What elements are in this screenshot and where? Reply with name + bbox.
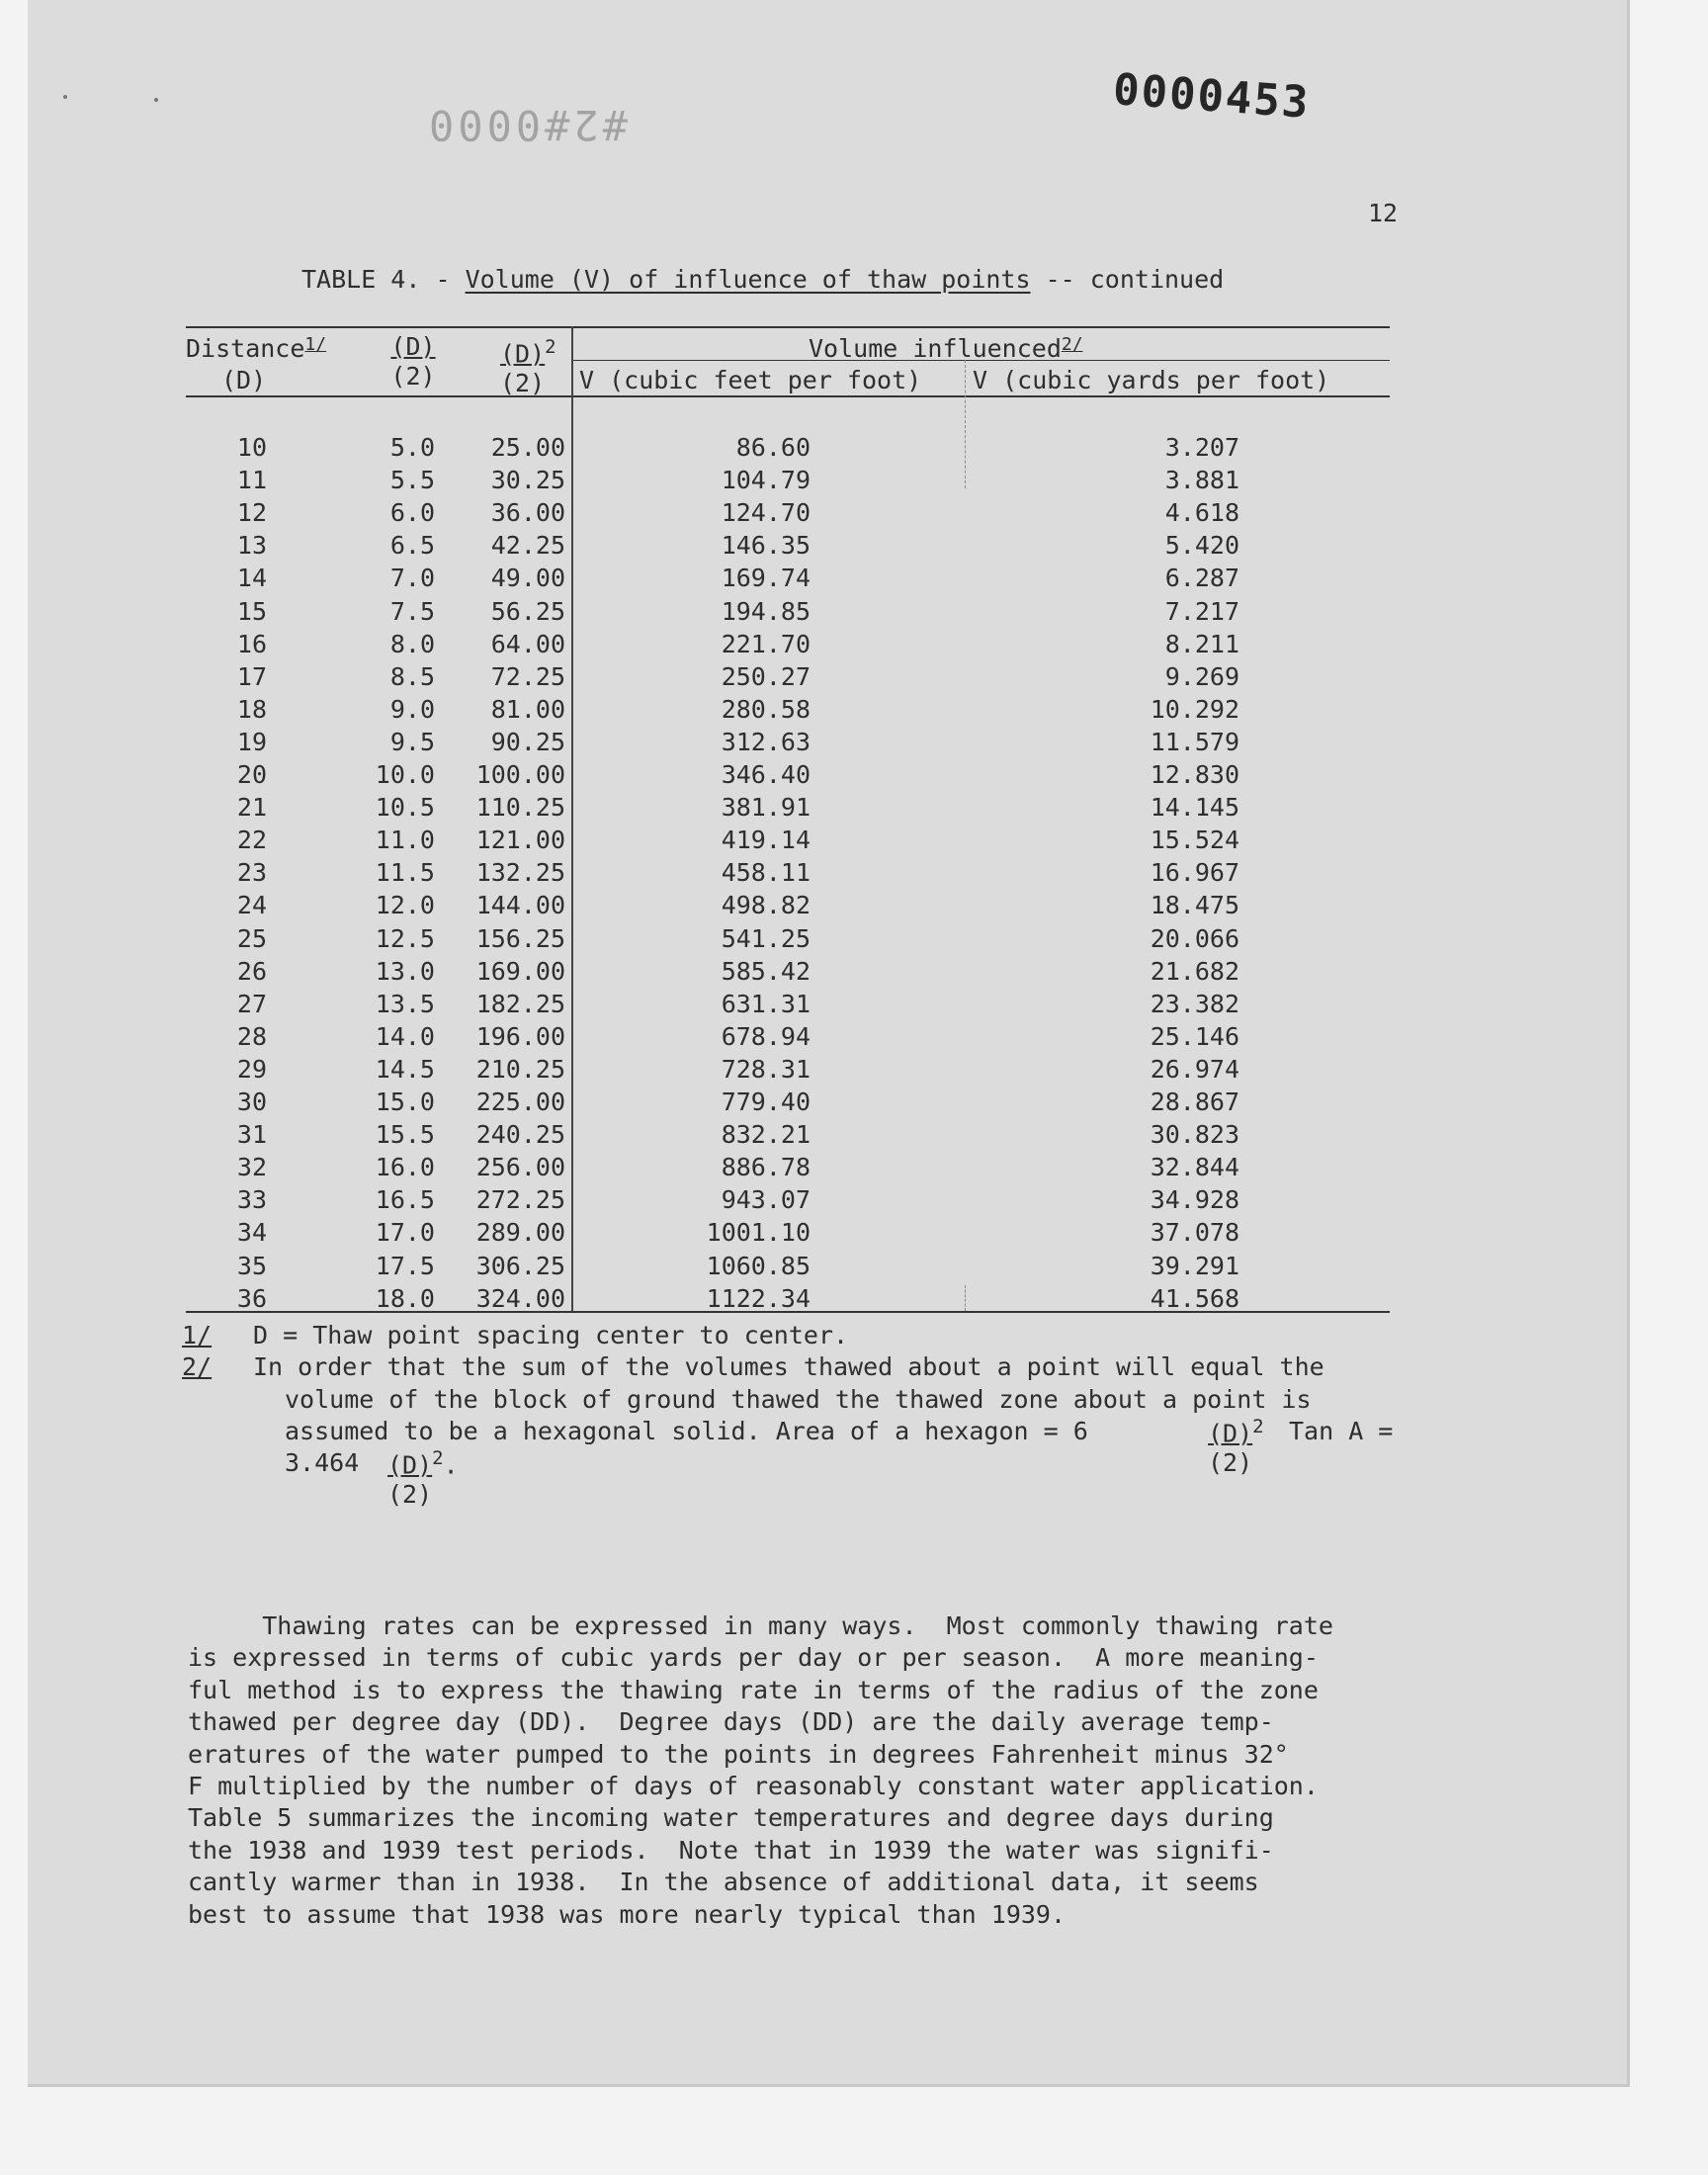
- cell-half: 5.5: [389, 466, 435, 495]
- cell-half-squared: 210.25: [475, 1054, 565, 1084]
- cell-distance: 24: [236, 891, 267, 920]
- header-cubic-feet: V (cubic feet per foot): [579, 366, 922, 394]
- cell-cubic-yards: 14.145: [1150, 793, 1239, 823]
- header-volume-influenced: [809, 334, 1083, 363]
- fraction-denominator: (2): [1208, 1448, 1253, 1478]
- paragraph-line: the 1938 and 1939 test periods. Note that in 1939 the water was signifi-: [188, 1835, 1274, 1865]
- cell-distance: 36: [236, 1283, 267, 1313]
- cell-half-squared: 56.25: [490, 596, 565, 626]
- half-denominator: (2): [390, 362, 436, 391]
- title-underlined: Volume (V) of influence of thaw points: [465, 265, 1031, 294]
- header-distance-sub: (D): [221, 366, 267, 394]
- cell-half: 7.0: [389, 564, 435, 593]
- table-title: [301, 265, 1224, 294]
- table-row: [0, 628, 1708, 660]
- cell-distance: 13: [236, 531, 267, 561]
- cell-half-squared: 156.25: [475, 923, 565, 953]
- table-row: [0, 1183, 1708, 1216]
- cell-cubic-feet: 728.31: [721, 1054, 811, 1084]
- cell-half-squared: 240.25: [475, 1120, 565, 1150]
- cell-cubic-yards: 7.217: [1164, 596, 1239, 626]
- header-distance-label: Distance: [186, 334, 305, 363]
- table-row: [0, 464, 1708, 496]
- volume-group-note: 2/: [1061, 334, 1083, 355]
- title-suffix: -- continued: [1030, 265, 1225, 294]
- cell-half-squared: 289.00: [475, 1218, 565, 1248]
- footnote-2-line-4: 3.464: [285, 1448, 360, 1477]
- cell-half: 16.5: [375, 1185, 435, 1215]
- cell-half-squared: 324.00: [475, 1283, 565, 1313]
- table-row: [0, 529, 1708, 562]
- fraction-numerator: (D): [387, 1450, 433, 1480]
- cell-cubic-yards: 4.618: [1164, 498, 1239, 528]
- cell-cubic-yards: 3.881: [1164, 466, 1239, 495]
- table-row: [0, 856, 1708, 889]
- header-bottom-rule: [186, 395, 1390, 397]
- cell-half: 15.0: [375, 1088, 435, 1116]
- paragraph-line: eratures of the water pumped to the points in degrees Fahrenheit minus 32°: [188, 1739, 1289, 1769]
- cell-half-squared: 90.25: [490, 727, 565, 756]
- cell-cubic-yards: 8.211: [1164, 629, 1239, 658]
- cell-distance: 25: [236, 923, 267, 953]
- cell-half: 9.0: [389, 694, 435, 724]
- cell-cubic-feet: 346.40: [721, 760, 811, 789]
- header-distance-note: 1/: [304, 334, 327, 355]
- footnote-2-fraction: [1208, 1412, 1287, 1478]
- cell-cubic-feet: 312.63: [721, 727, 811, 756]
- cell-cubic-yards: 16.967: [1150, 858, 1239, 888]
- fraction-denominator: (2): [387, 1480, 433, 1510]
- cell-half: 18.0: [375, 1283, 435, 1313]
- speck: [154, 98, 158, 102]
- cell-cubic-yards: 39.291: [1150, 1251, 1239, 1280]
- paragraph-line: is expressed in terms of cubic yards per day or per season. A more meaning-: [188, 1643, 1319, 1673]
- cell-distance: 18: [236, 694, 267, 724]
- cell-distance: 33: [236, 1185, 267, 1215]
- paragraph-line: Table 5 summarizes the incoming water temperatures and degree days during: [188, 1803, 1274, 1833]
- cell-distance: 21: [236, 793, 267, 823]
- cell-distance: 19: [236, 727, 267, 756]
- paragraph-line: ful method is to express the thawing rate in terms of the radius of the zone: [188, 1675, 1319, 1704]
- cell-cubic-feet: 1122.34: [706, 1283, 811, 1313]
- footnote-2-mark: 2/: [182, 1352, 213, 1381]
- table-row: [0, 1020, 1708, 1053]
- document-stamp-number: 0000453: [1111, 64, 1312, 129]
- paragraph-line: cantly warmer than in 1938. In the absence of additional data, it seems: [188, 1868, 1259, 1897]
- cell-half-squared: 100.00: [475, 760, 565, 789]
- fraction-numerator: (D): [1208, 1419, 1253, 1448]
- cell-cubic-feet: 221.70: [721, 629, 811, 658]
- table-row: [0, 1216, 1708, 1249]
- cell-half-squared: 256.00: [475, 1153, 565, 1182]
- cell-distance: 12: [236, 498, 267, 528]
- cell-half-squared: 42.25: [490, 531, 565, 561]
- cell-distance: 31: [236, 1120, 267, 1150]
- cell-half-squared: 36.00: [490, 498, 565, 528]
- cell-cubic-yards: 5.420: [1164, 531, 1239, 561]
- header-square-fraction: [500, 332, 579, 398]
- cell-half: 8.5: [389, 661, 435, 691]
- cell-half: 17.5: [375, 1251, 435, 1280]
- cell-cubic-feet: 631.31: [721, 989, 811, 1018]
- cell-cubic-feet: 250.27: [721, 661, 811, 691]
- footnote-1-mark: 1/: [182, 1321, 213, 1349]
- cell-half-squared: 196.00: [475, 1021, 565, 1051]
- cell-half: 12.0: [375, 891, 435, 920]
- cell-half-squared: 72.25: [490, 661, 565, 691]
- cell-distance: 23: [236, 858, 267, 888]
- cell-half-squared: 169.00: [475, 956, 565, 986]
- cell-distance: 20: [236, 760, 267, 789]
- cell-cubic-feet: 280.58: [721, 694, 811, 724]
- cell-cubic-yards: 3.207: [1164, 433, 1239, 462]
- table-row: [0, 1118, 1708, 1151]
- cell-cubic-yards: 20.066: [1150, 923, 1239, 953]
- cell-cubic-feet: 381.91: [721, 793, 811, 823]
- cell-cubic-feet: 458.11: [721, 858, 811, 888]
- cell-half: 14.0: [375, 1021, 435, 1051]
- cell-cubic-feet: 169.74: [721, 564, 811, 593]
- fraction-exponent: 2: [432, 1447, 444, 1469]
- square-denominator: (2): [500, 369, 546, 398]
- cell-half: 6.5: [389, 531, 435, 561]
- cell-cubic-feet: 194.85: [721, 596, 811, 626]
- table-row: [0, 922, 1708, 955]
- cell-cubic-yards: 30.823: [1150, 1120, 1239, 1150]
- cell-cubic-feet: 124.70: [721, 498, 811, 528]
- paragraph-line: best to assume that 1938 was more nearly typical than 1939.: [188, 1899, 1067, 1929]
- cell-cubic-yards: 11.579: [1150, 727, 1239, 756]
- cell-cubic-feet: 1001.10: [706, 1218, 811, 1248]
- cell-distance: 16: [236, 629, 267, 658]
- cell-cubic-yards: 23.382: [1150, 989, 1239, 1018]
- cell-half-squared: 272.25: [475, 1185, 565, 1215]
- table-row: [0, 660, 1708, 693]
- cell-cubic-feet: 86.60: [735, 433, 811, 462]
- table-row: [0, 693, 1708, 726]
- cell-half-squared: 81.00: [490, 694, 565, 724]
- table-row: [0, 889, 1708, 921]
- square-exponent: 2: [545, 336, 556, 358]
- cell-distance: 10: [236, 433, 267, 462]
- table-row: [0, 726, 1708, 758]
- cell-half: 13.5: [375, 989, 435, 1018]
- cell-cubic-feet: 779.40: [721, 1088, 811, 1116]
- header-distance: [186, 334, 326, 363]
- cell-cubic-feet: 585.42: [721, 956, 811, 986]
- cell-cubic-feet: 541.25: [721, 923, 811, 953]
- fraction-exponent: 2: [1252, 1416, 1264, 1437]
- cell-cubic-yards: 9.269: [1164, 661, 1239, 691]
- cell-distance: 15: [236, 596, 267, 626]
- square-numerator: (D): [500, 339, 546, 369]
- table-row: [0, 1250, 1708, 1282]
- table-row: [0, 595, 1708, 628]
- cell-cubic-feet: 1060.85: [706, 1251, 811, 1280]
- cell-half-squared: 25.00: [490, 433, 565, 462]
- table-row: [0, 1282, 1708, 1315]
- cell-distance: 35: [236, 1251, 267, 1280]
- cell-cubic-feet: 678.94: [721, 1021, 811, 1051]
- cell-half-squared: 49.00: [490, 564, 565, 593]
- table-row: [0, 791, 1708, 824]
- cell-cubic-yards: 12.830: [1150, 760, 1239, 789]
- table-row: [0, 758, 1708, 791]
- speck: [63, 95, 67, 99]
- table-row: [0, 1086, 1708, 1118]
- footnote-2-line-3-end: Tan A =: [1289, 1417, 1394, 1445]
- table-row: [0, 988, 1708, 1020]
- cell-half-squared: 182.25: [475, 989, 565, 1018]
- cell-half: 15.5: [375, 1120, 435, 1150]
- inverted-stamp-number: #2#0000: [425, 101, 629, 149]
- cell-cubic-yards: 6.287: [1164, 564, 1239, 593]
- cell-half: 11.5: [375, 858, 435, 888]
- cell-half: 17.0: [375, 1218, 435, 1248]
- cell-half-squared: 225.00: [475, 1088, 565, 1116]
- cell-distance: 26: [236, 956, 267, 986]
- header-half-fraction: [384, 332, 443, 392]
- cell-half-squared: 132.25: [475, 858, 565, 888]
- cell-half: 13.0: [375, 956, 435, 986]
- footnote-2-line-2: volume of the block of ground thawed the thawed zone about a point is: [285, 1385, 1312, 1414]
- cell-cubic-yards: 10.292: [1150, 694, 1239, 724]
- cell-cubic-yards: 26.974: [1150, 1054, 1239, 1084]
- cell-cubic-yards: 41.568: [1150, 1283, 1239, 1313]
- cell-cubic-yards: 28.867: [1150, 1088, 1239, 1116]
- table-row: [0, 496, 1708, 529]
- table-row: [0, 1151, 1708, 1183]
- cell-distance: 29: [236, 1054, 267, 1084]
- footnote-2-line-3: assumed to be a hexagonal solid. Area of a hexagon = 6: [285, 1417, 1088, 1445]
- cell-distance: 32: [236, 1153, 267, 1182]
- footnote-2-fraction-2: [387, 1443, 467, 1510]
- volume-group-label: Volume influenced: [809, 334, 1062, 363]
- cell-half: 10.5: [375, 793, 435, 823]
- cell-cubic-yards: 34.928: [1150, 1185, 1239, 1215]
- cell-cubic-feet: 498.82: [721, 891, 811, 920]
- body-paragraph: [188, 1610, 1473, 1931]
- footnote-2-line-1: In order that the sum of the volumes thawed about a point will equal the: [253, 1352, 1324, 1381]
- cell-distance: 14: [236, 564, 267, 593]
- paragraph-line: Thawing rates can be expressed in many ways. Most commonly thawing rate: [188, 1611, 1333, 1640]
- cell-cubic-yards: 18.475: [1150, 891, 1239, 920]
- cell-distance: 22: [236, 826, 267, 855]
- cell-half-squared: 110.25: [475, 793, 565, 823]
- table-row: [0, 431, 1708, 464]
- cell-half: 11.0: [375, 826, 435, 855]
- cell-cubic-feet: 832.21: [721, 1120, 811, 1150]
- cell-half: 6.0: [389, 498, 435, 528]
- footnote-1-text: D = Thaw point spacing center to center.: [253, 1321, 849, 1349]
- cell-distance: 17: [236, 661, 267, 691]
- cell-half-squared: 121.00: [475, 826, 565, 855]
- cell-half: 9.5: [389, 727, 435, 756]
- paragraph-line: F multiplied by the number of days of reasonably constant water application.: [188, 1772, 1319, 1801]
- fraction-period: .: [443, 1450, 459, 1480]
- cell-cubic-feet: 104.79: [721, 466, 811, 495]
- cell-half: 16.0: [375, 1153, 435, 1182]
- cell-half-squared: 144.00: [475, 891, 565, 920]
- cell-cubic-yards: 25.146: [1150, 1021, 1239, 1051]
- half-numerator: (D): [390, 332, 436, 361]
- cell-half-squared: 30.25: [490, 466, 565, 495]
- cell-half-squared: 64.00: [490, 629, 565, 658]
- cell-half: 12.5: [375, 923, 435, 953]
- cell-half-squared: 306.25: [475, 1251, 565, 1280]
- paragraph-line: thawed per degree day (DD). Degree days (DD) are the daily average temp-: [188, 1707, 1274, 1737]
- cell-distance: 30: [236, 1088, 267, 1116]
- cell-cubic-feet: 146.35: [721, 531, 811, 561]
- cell-half: 7.5: [389, 596, 435, 626]
- header-cubic-yards: V (cubic yards per foot): [973, 366, 1330, 394]
- cell-half: 8.0: [389, 629, 435, 658]
- cell-cubic-yards: 37.078: [1150, 1218, 1239, 1248]
- cell-cubic-yards: 21.682: [1150, 956, 1239, 986]
- cell-distance: 27: [236, 989, 267, 1018]
- cell-half: 5.0: [389, 433, 435, 462]
- cell-cubic-feet: 886.78: [721, 1153, 811, 1182]
- table-top-rule: [186, 326, 1390, 328]
- table-row: [0, 824, 1708, 856]
- page-number: 12: [1368, 199, 1399, 227]
- cell-distance: 11: [236, 466, 267, 495]
- cell-cubic-feet: 943.07: [721, 1185, 811, 1215]
- table-row: [0, 562, 1708, 594]
- cell-cubic-yards: 15.524: [1150, 826, 1239, 855]
- cell-cubic-yards: 32.844: [1150, 1153, 1239, 1182]
- table-row: [0, 1053, 1708, 1086]
- cell-distance: 28: [236, 1021, 267, 1051]
- cell-distance: 34: [236, 1218, 267, 1248]
- cell-half: 14.5: [375, 1054, 435, 1084]
- cell-half: 10.0: [375, 760, 435, 789]
- table-row: [0, 955, 1708, 988]
- cell-cubic-feet: 419.14: [721, 826, 811, 855]
- title-prefix: TABLE 4. -: [301, 265, 466, 294]
